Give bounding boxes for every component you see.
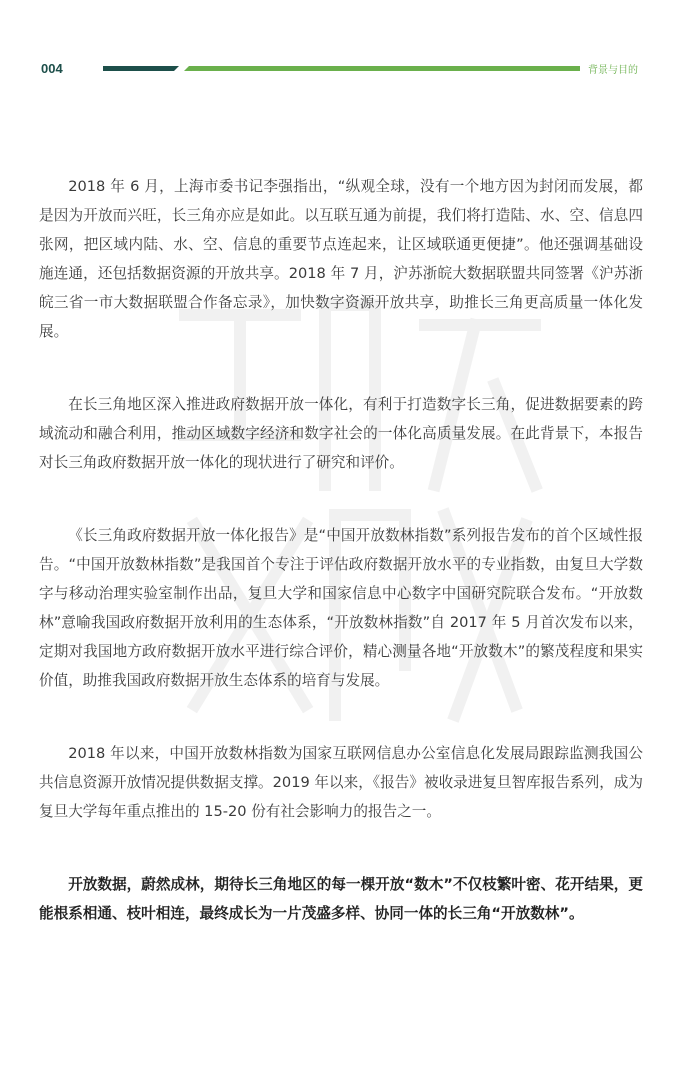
closing-statement: 开放数据，蔚然成林，期待长三角地区的每一棵开放“数木”不仅枝繁叶密、花开结果，更能根系相通、枝叶相连，最终成长为一片茂盛多样、协同一体的长三角“开放数林”。 — [39, 876, 643, 922]
paragraph: 在长三角地区深入推进政府数据开放一体化，有利于打造数字长三角，促进数据要素的跨域流动和融合利用，推动区域数字经济和数字社会的一体化高质量发展。在此背景下，本报告对长三角政府数据开放一体化的现状进行了研究和评价。 — [39, 396, 643, 471]
header-rule-green — [184, 66, 580, 71]
body-text — [39, 172, 643, 928]
page-header — [0, 0, 680, 90]
section-title: 背景与目的 — [588, 65, 638, 76]
paragraph: 2018 年以来，中国开放数林指数为国家互联网信息办公室信息化发展局跟踪监测我国公共信息资源开放情况提供数据支撑。2019 年以来，《报告》被收录进复旦智库报告系列，成为复旦大学每年重点推出的 15-20 份有社会影响力的报告之一。 — [39, 745, 643, 820]
header-rule-dark — [103, 66, 179, 71]
page-number: 004 — [41, 61, 63, 76]
paragraph: 《长三角政府数据开放一体化报告》是“中国开放数林指数”系列报告发布的首个区域性报告。“中国开放数林指数”是我国首个专注于评估政府数据开放水平的专业指数，由复旦大学数字与移动治理实验室制作出品，复旦大学和国家信息中心数字中国研究院联合发布。“开放数林”意喻我国政府数据开放利用的生态体系，“开放数林指数”自 2017 年 5 月首次发布以来，定期对我国地方政府数据开放水平进行综合评价，精心测量各地“开放数木”的繁茂程度和果实价值，助推我国政府数据开放生态体系的培育与发展。 — [39, 527, 643, 689]
paragraph: 2018 年 6 月，上海市委书记李强指出，“纵观全球，没有一个地方因为封闭而发展，都是因为开放而兴旺，长三角亦应是如此。以互联互通为前提，我们将打造陆、水、空、信息四张网，把区域内陆、水、空、信息的重要节点连起来，让区域联通更便捷”。他还强调基础设施连通，还包括数据资源的开放共享。2018 年 7 月，沪苏浙皖大数据联盟共同签署《沪苏浙皖三省一市大数据联盟合作备忘录》，加快数字资源开放共享，助推长三角更高质量一体化发展。 — [39, 178, 643, 340]
